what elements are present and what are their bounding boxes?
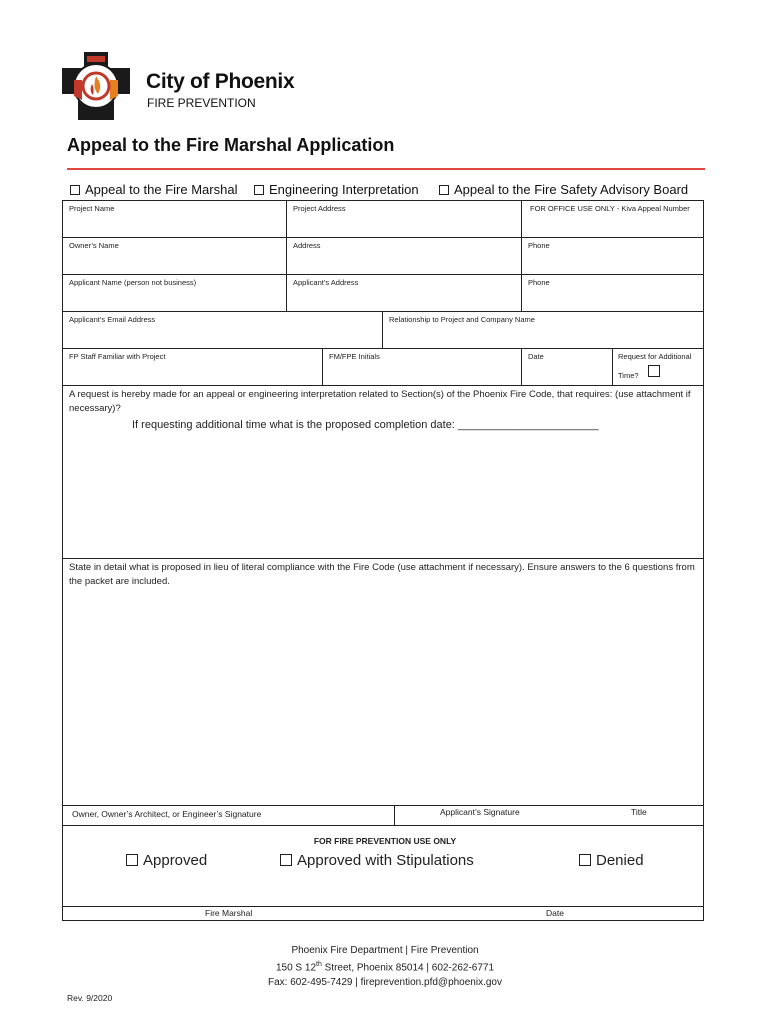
row-divider bbox=[62, 825, 704, 826]
engineering-interpretation-label: Engineering Interpretation bbox=[269, 182, 419, 197]
approved-label: Approved bbox=[143, 852, 208, 869]
title-label: Title bbox=[631, 807, 647, 817]
fire-marshal-label: Fire Marshal bbox=[205, 908, 253, 918]
footer-department: Phoenix Fire Department | Fire Prevention bbox=[291, 945, 479, 956]
appeal-fire-marshal-option[interactable] bbox=[70, 182, 237, 197]
page-title: Appeal to the Fire Marshal Application bbox=[67, 135, 395, 155]
footer-address bbox=[0, 961, 770, 973]
row-divider bbox=[62, 805, 704, 806]
title-divider bbox=[67, 168, 705, 170]
detail-section-text: State in detail what is proposed in lieu of literal compliance with the Fire Code (use attachment if necessary). Ensure answers to the 6 questions from the packet are included. bbox=[69, 562, 695, 587]
applicant-phone-input[interactable] bbox=[522, 287, 702, 310]
form-border-bottom bbox=[62, 920, 704, 921]
applicant-email-label: Applicant’s Email Address bbox=[69, 315, 156, 324]
phone-input[interactable] bbox=[522, 250, 702, 273]
applicant-address-input[interactable] bbox=[287, 287, 520, 310]
phone-label: Phone bbox=[528, 241, 550, 250]
address-rest: Street, Phoenix 85014 | 602-262-6771 bbox=[321, 962, 495, 974]
checkbox-icon[interactable] bbox=[280, 854, 292, 866]
fire-prevention-heading: FOR FIRE PREVENTION USE ONLY bbox=[313, 836, 457, 846]
relationship-input[interactable] bbox=[383, 324, 702, 347]
date-label: Date bbox=[528, 352, 544, 361]
row-divider bbox=[62, 558, 704, 559]
office-use-label: FOR OFFICE USE ONLY - Kiva Appeal Number bbox=[530, 204, 690, 213]
fm-initials-label: FM/FPE Initials bbox=[329, 352, 380, 361]
engineering-interpretation-option[interactable] bbox=[254, 182, 419, 197]
denied-option[interactable] bbox=[579, 852, 644, 869]
column-divider bbox=[612, 348, 613, 385]
detail-textarea[interactable] bbox=[63, 592, 702, 802]
form-border-right bbox=[703, 200, 704, 921]
checkbox-icon[interactable] bbox=[254, 185, 264, 195]
row-divider bbox=[62, 274, 704, 275]
checkbox-icon[interactable] bbox=[70, 185, 80, 195]
address-input[interactable] bbox=[287, 250, 520, 273]
fp-staff-label: FP Staff Familiar with Project bbox=[69, 352, 166, 361]
project-address-label: Project Address bbox=[293, 204, 346, 213]
row-divider bbox=[62, 237, 704, 238]
approved-option[interactable] bbox=[126, 852, 207, 869]
applicant-email-input[interactable] bbox=[63, 324, 381, 347]
signature-line bbox=[63, 906, 703, 907]
approved-stipulations-label: Approved with Stipulations bbox=[297, 852, 474, 869]
row-divider bbox=[62, 385, 704, 386]
department-name: FIRE PREVENTION bbox=[147, 96, 256, 110]
revision-label: Rev. 9/2020 bbox=[67, 993, 113, 1003]
advisory-board-option[interactable] bbox=[439, 182, 688, 197]
row-divider bbox=[62, 348, 704, 349]
fire-department-logo bbox=[60, 50, 132, 122]
applicant-address-label: Applicant’s Address bbox=[293, 278, 359, 287]
owner-name-label: Owner’s Name bbox=[69, 241, 119, 250]
address-suffix: th bbox=[316, 961, 322, 968]
advisory-board-label: Appeal to the Fire Safety Advisory Board bbox=[454, 182, 689, 197]
project-name-input[interactable] bbox=[63, 213, 285, 236]
footer-contact: Fax: 602-495-7429 | fireprevention.pfd@phoenix.gov bbox=[267, 977, 502, 988]
request-section-text: A request is hereby made for an appeal or engineering interpretation related to Section(s) of the Phoenix Fire Code, that requires: (use attachment if necessary)? bbox=[69, 389, 691, 414]
address-number: 150 S 12 bbox=[275, 962, 317, 974]
approved-stipulations-option[interactable] bbox=[280, 852, 474, 869]
request-time-label: Request for Additional bbox=[618, 352, 692, 361]
applicant-name-input[interactable] bbox=[63, 287, 285, 310]
city-name: City of Phoenix bbox=[146, 70, 295, 93]
applicant-phone-label: Phone bbox=[528, 278, 550, 287]
request-time-label-2: Time? bbox=[618, 371, 639, 380]
project-address-input[interactable] bbox=[287, 213, 520, 236]
owner-signature-label: Owner, Owner’s Architect, or Engineer’s Signature bbox=[72, 809, 262, 819]
fp-staff-input[interactable] bbox=[63, 361, 321, 384]
form-border-top bbox=[62, 200, 704, 201]
checkbox-icon[interactable] bbox=[126, 854, 138, 866]
project-name-label: Project Name bbox=[69, 204, 115, 213]
fire-marshal-date-label: Date bbox=[546, 908, 564, 918]
appeal-fire-marshal-label: Appeal to the Fire Marshal bbox=[85, 182, 238, 197]
applicant-signature-label: Applicant’s Signature bbox=[440, 807, 520, 817]
checkbox-icon[interactable] bbox=[439, 185, 449, 195]
fm-initials-input[interactable] bbox=[323, 361, 520, 384]
relationship-label: Relationship to Project and Company Name bbox=[389, 315, 535, 324]
denied-label: Denied bbox=[596, 852, 644, 869]
column-divider bbox=[394, 805, 395, 825]
request-time-checkbox[interactable] bbox=[648, 365, 660, 377]
checkbox-icon[interactable] bbox=[579, 854, 591, 866]
completion-date-prompt: If requesting additional time what is the proposed completion date: _______________________ bbox=[132, 419, 599, 431]
applicant-name-label: Applicant Name (person not business) bbox=[69, 278, 197, 287]
owner-name-input[interactable] bbox=[63, 250, 285, 273]
address-label: Address bbox=[293, 241, 321, 250]
date-input[interactable] bbox=[522, 361, 611, 384]
request-details-textarea[interactable] bbox=[63, 436, 702, 556]
row-divider bbox=[62, 311, 704, 312]
